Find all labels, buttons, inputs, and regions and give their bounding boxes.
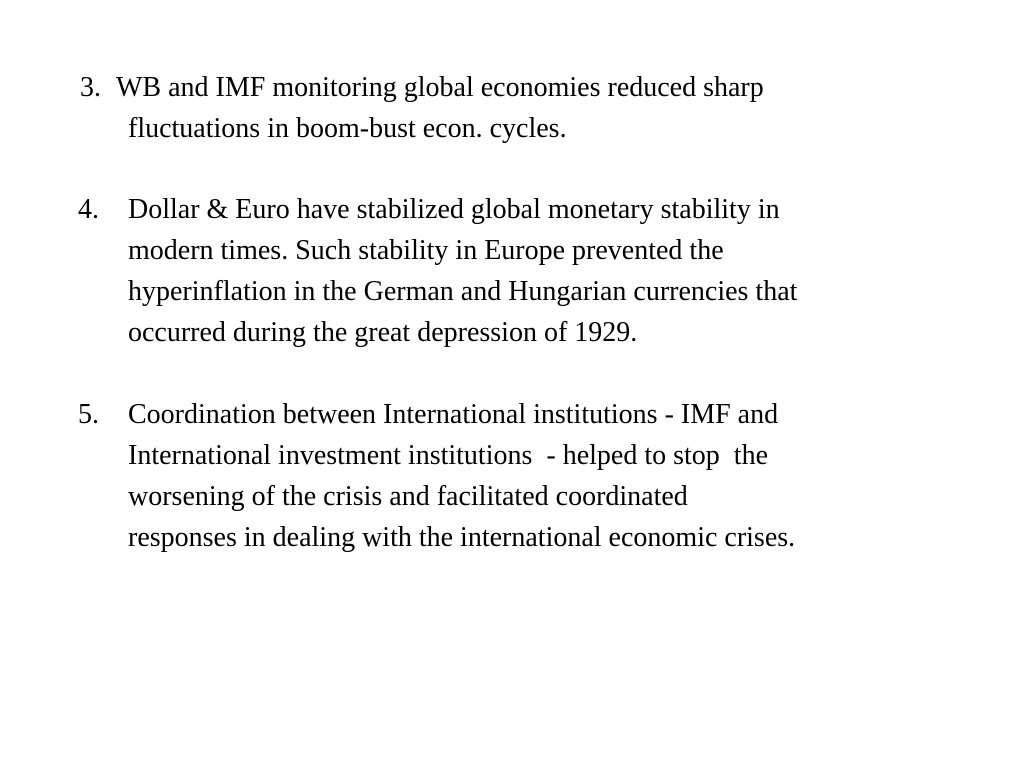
item-number: 4. (78, 194, 99, 225)
item-text-line: modern times. Such stability in Europe prevented the (128, 235, 724, 266)
item-line (0, 189, 1024, 230)
item-text-line: fluctuations in boom-bust econ. cycles. (128, 113, 567, 144)
item-text-line: responses in dealing with the international economic crises. (128, 522, 796, 553)
item-text-line: WB and IMF monitoring global economies reduced sharp (116, 72, 764, 103)
list-item-3 (0, 67, 1024, 149)
item-text-line: hyperinflation in the German and Hungarian currencies that (128, 276, 798, 307)
item-text-line: International investment institutions - helped to stop the (128, 440, 769, 471)
item-line (0, 476, 1024, 517)
item-line (0, 230, 1024, 271)
item-line (0, 394, 1024, 435)
item-line (0, 312, 1024, 353)
item-line (0, 67, 1024, 108)
item-line (0, 435, 1024, 476)
list-item-4 (0, 189, 1024, 353)
item-number: 5. (78, 399, 99, 430)
item-text-line: Coordination between International institutions - IMF and (128, 399, 779, 430)
item-line (0, 271, 1024, 312)
item-number: 3. (80, 72, 101, 103)
list-item-5 (0, 394, 1024, 558)
item-text-line: occurred during the great depression of 1929. (128, 317, 638, 348)
item-line (0, 108, 1024, 149)
item-text-line: worsening of the crisis and facilitated coordinated (128, 481, 688, 512)
item-line (0, 517, 1024, 558)
item-text-line: Dollar & Euro have stabilized global monetary stability in (128, 194, 780, 225)
